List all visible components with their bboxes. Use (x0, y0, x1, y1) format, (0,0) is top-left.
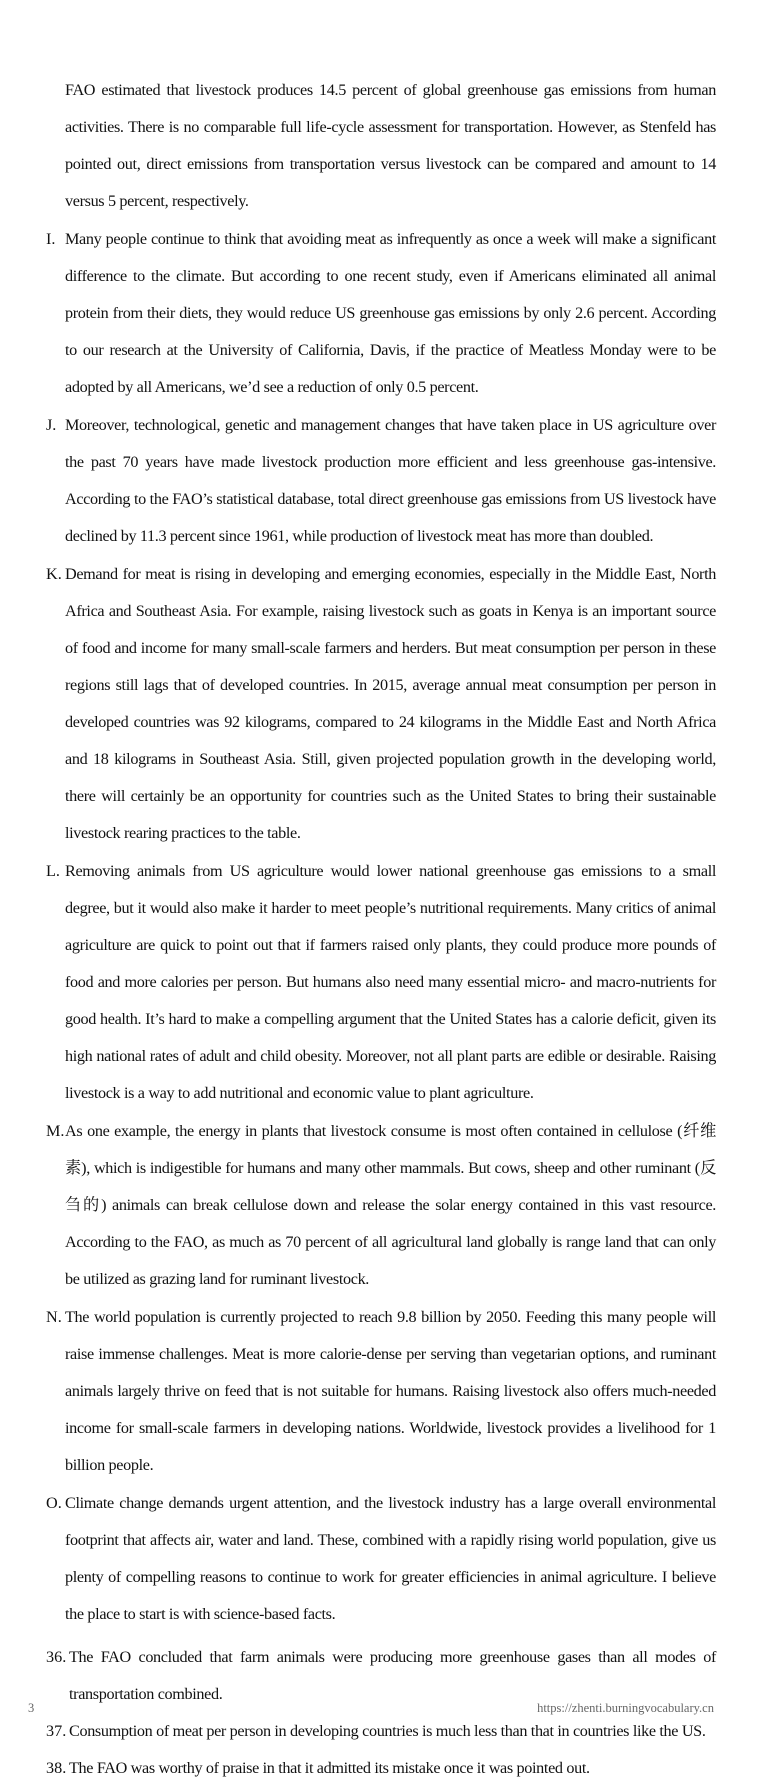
paragraph-o (46, 1485, 716, 1633)
paragraph-label: N. (46, 1308, 62, 1326)
question-number: 36. (46, 1648, 67, 1666)
paragraph-text: Many people continue to think that avoiding meat as infrequently as once a week will make a significant difference to the climate. But according to one recent study, even if Americans eliminated all animal protein from their diets, they would reduce US greenhouse gas emissions by only 2.6 percent. According to our research at the University of California, Davis, if the practice of Meatless Monday were to be adopted by all Americans, we’d see a reduction of only 0.5 percent. (65, 230, 716, 396)
paragraph-text: Demand for meat is rising in developing and emerging economies, especially in the Middle East, North Africa and Southeast Asia. For example, raising livestock such as goats in Kenya is an important source of food and income for many small-scale farmers and herders. But meat consumption per person in these regions still lags that of developed countries. In 2015, average annual meat consumption per person in developed countries was 92 kilograms, compared to 24 kilograms in the Middle East and North Africa and 18 kilograms in Southeast Asia. Still, given projected population growth in the developing world, there will certainly be an opportunity for countries such as the United States to bring their sustainable livestock rearing practices to the table. (65, 565, 716, 842)
paragraph-text: Climate change demands urgent attention, and the livestock industry has a large overall environmental footprint that affects air, water and land. These, combined with a rapidly rising world population, give us plenty of compelling reasons to continue to work for greater efficiencies in animal agriculture. I believe the place to start is with science-based facts. (65, 1494, 716, 1623)
question-item (46, 1713, 716, 1750)
paragraph-text: As one example, the energy in plants that livestock consume is most often contained in cellulose (纤维素), which is indigestible for humans and many other mammals. But cows, sheep and other ruminant (反刍的) animals can break cellulose down and release the solar energy contained in this vast resource. According to the FAO, as much as 70 percent of all agricultural land globally is range land that can only be utilized as grazing land for ruminant livestock. (65, 1122, 716, 1288)
paragraph-label: M. (46, 1122, 65, 1140)
paragraph-text: The world population is currently projected to reach 9.8 billion by 2050. Feeding this many people will raise immense challenges. Meat is more calorie-dense per serving than vegetarian options, and ruminant animals largely thrive on feed that is not suitable for humans. Raising livestock also offers much-needed income for small-scale farmers in developing nations. Worldwide, livestock provides a livelihood for 1 billion people. (65, 1308, 716, 1474)
footer-url: https://zhenti.burningvocabulary.cn (537, 1700, 714, 1715)
page-footer (28, 1698, 714, 1718)
paragraph-text: Moreover, technological, genetic and management changes that have taken place in US agriculture over the past 70 years have made livestock production more efficient and less greenhouse gas-intensive. According to the FAO’s statistical database, total direct greenhouse gas emissions from US livestock have declined by 11.3 percent since 1961, while production of livestock meat has more than doubled. (65, 416, 716, 545)
question-number: 37. (46, 1722, 67, 1740)
paragraph-m (46, 1113, 716, 1298)
paragraph-label: L. (46, 862, 60, 880)
paragraph-l (46, 853, 716, 1112)
paragraph-j (46, 407, 716, 555)
question-item (46, 1750, 716, 1787)
paragraph-label: I. (46, 230, 56, 248)
question-text: The FAO was worthy of praise in that it admitted its mistake once it was pointed out. (69, 1759, 590, 1777)
paragraph-label: O. (46, 1494, 62, 1512)
paragraph-label: J. (46, 416, 57, 434)
paragraph-text: FAO estimated that livestock produces 14.5 percent of global greenhouse gas emissions from human activities. There is no comparable full life-cycle assessment for transportation. However, as Stenfeld has pointed out, direct emissions from transportation versus livestock can be compared and amount to 14 versus 5 percent, respectively. (65, 81, 716, 210)
paragraph-continued (46, 72, 716, 220)
question-number: 38. (46, 1759, 67, 1777)
passage (46, 72, 716, 1787)
question-text: The FAO concluded that farm animals were producing more greenhouse gases than all modes of transportation combined. (69, 1648, 716, 1703)
paragraph-n (46, 1299, 716, 1484)
paragraph-i (46, 221, 716, 406)
paragraph-k (46, 556, 716, 852)
paragraph-label: K. (46, 565, 62, 583)
question-text: Consumption of meat per person in developing countries is much less than that in countries like the US. (69, 1722, 706, 1740)
page-number: 3 (28, 1700, 35, 1715)
paragraph-text: Removing animals from US agriculture would lower national greenhouse gas emissions to a small degree, but it would also make it harder to meet people’s nutritional requirements. Many critics of animal agriculture are quick to point out that if farmers raised only plants, they could produce more pounds of food and more calories per person. But humans also need many essential micro- and macro-nutrients for good health. It’s hard to make a compelling argument that the United States has a calorie deficit, given its high national rates of adult and child obesity. Moreover, not all plant parts are edible or desirable. Raising livestock is a way to add nutritional and economic value to plant agriculture. (65, 862, 716, 1102)
